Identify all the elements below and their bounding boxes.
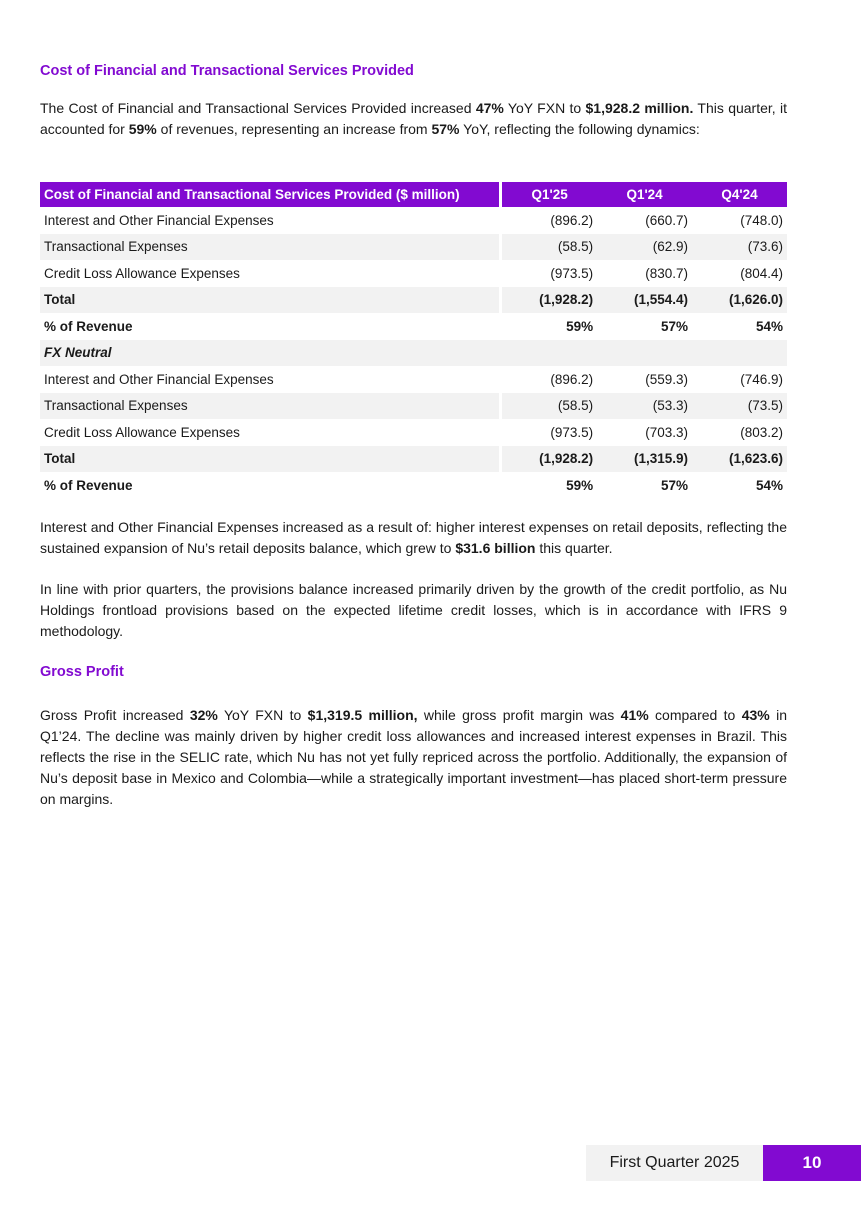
- table-row-subheader: [40, 340, 787, 367]
- row-value-q424: (803.2): [740, 424, 783, 440]
- row-value-q424: (746.9): [740, 371, 783, 387]
- row-value-q125: (58.5): [501, 234, 597, 261]
- row-value-q124: (1,315.9): [597, 446, 692, 473]
- row-label: Credit Loss Allowance Expenses: [40, 419, 501, 446]
- table-header-q424: Q4'24: [692, 182, 787, 207]
- row-value-q125: (58.5): [501, 393, 597, 420]
- row-value-q124: (559.3): [645, 371, 689, 387]
- table-header-q125: Q1'25: [501, 182, 597, 207]
- row-value-q424: 54%: [755, 318, 783, 334]
- row-value-q125: (896.2): [550, 212, 594, 228]
- row-label: Interest and Other Financial Expenses: [40, 207, 501, 234]
- table-row-percent: [40, 313, 787, 340]
- table-row-total: [40, 287, 787, 314]
- row-value-q124: 57%: [661, 318, 689, 334]
- provisions-paragraph: In line with prior quarters, the provisions balance increased primarily driven by the growth of the credit portfolio, as Nu Holdings frontload provisions based on the expected lifetime credit losses, which is in accordance with IFRS 9 methodology.: [40, 581, 787, 639]
- section-title-cost: Cost of Financial and Transactional Services Provided: [40, 63, 414, 79]
- row-value-q125: (896.2): [550, 371, 594, 387]
- row-value-q424: (1,626.0): [692, 287, 787, 314]
- row-value-q424: (73.6): [692, 234, 787, 261]
- row-value-q125: 59%: [566, 318, 594, 334]
- table-row: [40, 366, 787, 393]
- row-label: Total: [40, 287, 501, 314]
- row-value-q124: (62.9): [597, 234, 692, 261]
- row-value-q424: (1,623.6): [692, 446, 787, 473]
- row-value-q424: (73.5): [692, 393, 787, 420]
- row-label: Interest and Other Financial Expenses: [40, 366, 501, 393]
- row-value-q125: (1,928.2): [501, 287, 597, 314]
- row-label: % of Revenue: [40, 472, 501, 499]
- section-title-gross-profit: Gross Profit: [40, 664, 124, 680]
- row-value-q124: (830.7): [645, 265, 689, 281]
- row-value-q125: (973.5): [550, 424, 594, 440]
- table-row: [40, 234, 787, 261]
- row-value-q424: 54%: [755, 477, 783, 493]
- row-value-q124: (703.3): [645, 424, 689, 440]
- interest-expenses-paragraph: Interest and Other Financial Expenses increased as a result of: higher interest expenses on retail deposits, reflecting the sustained expansion of Nu’s retail deposits balance, which grew to $31.6 billion this quarter.: [40, 519, 787, 556]
- footer-page-number: 10: [763, 1145, 861, 1181]
- table-header-row: [40, 182, 787, 207]
- row-label: % of Revenue: [40, 313, 501, 340]
- row-value-q424: (804.4): [740, 265, 783, 281]
- table-row: [40, 260, 787, 287]
- table-row: [40, 207, 787, 234]
- row-label: Transactional Expenses: [40, 393, 501, 420]
- row-value-q125: 59%: [566, 477, 594, 493]
- row-label: Transactional Expenses: [40, 234, 501, 261]
- row-value-q125: (973.5): [550, 265, 594, 281]
- fx-neutral-label: FX Neutral: [40, 340, 787, 367]
- row-label: Total: [40, 446, 501, 473]
- footer-quarter-label: First Quarter 2025: [586, 1145, 763, 1181]
- gross-profit-paragraph: Gross Profit increased 32% YoY FXN to $1,319.5 million, while gross profit margin was 41% compared to 43% in Q1’24. The decline was mainly driven by higher credit loss allowances and increased interest expenses in Brazil. This reflects the rise in the SELIC rate, which Nu has not yet fully repriced across the portfolio. Additionally, the expansion of Nu’s deposit base in Mexico and Colombia—while a strategically important investment—has placed short-term pressure on margins.: [40, 707, 788, 807]
- row-value-q124: (660.7): [645, 212, 689, 228]
- table-header-label: Cost of Financial and Transactional Services Provided ($ million): [40, 182, 501, 207]
- table-row-total: [40, 446, 787, 473]
- row-value-q424: (748.0): [740, 212, 783, 228]
- row-value-q124: 57%: [661, 477, 689, 493]
- cost-table: [40, 182, 787, 499]
- row-value-q125: (1,928.2): [501, 446, 597, 473]
- row-value-q124: (53.3): [597, 393, 692, 420]
- table-row-percent: [40, 472, 787, 499]
- row-value-q124: (1,554.4): [597, 287, 692, 314]
- cost-intro-paragraph: The Cost of Financial and Transactional Services Provided increased 47% YoY FXN to $1,928.2 million. This quarter, it accounted for 59% of revenues, representing an increase from 57% YoY, reflecting the following dynamics:: [40, 100, 787, 137]
- table-row: [40, 419, 787, 446]
- table-row: [40, 393, 787, 420]
- row-label: Credit Loss Allowance Expenses: [40, 260, 501, 287]
- table-header-q124: Q1'24: [597, 182, 692, 207]
